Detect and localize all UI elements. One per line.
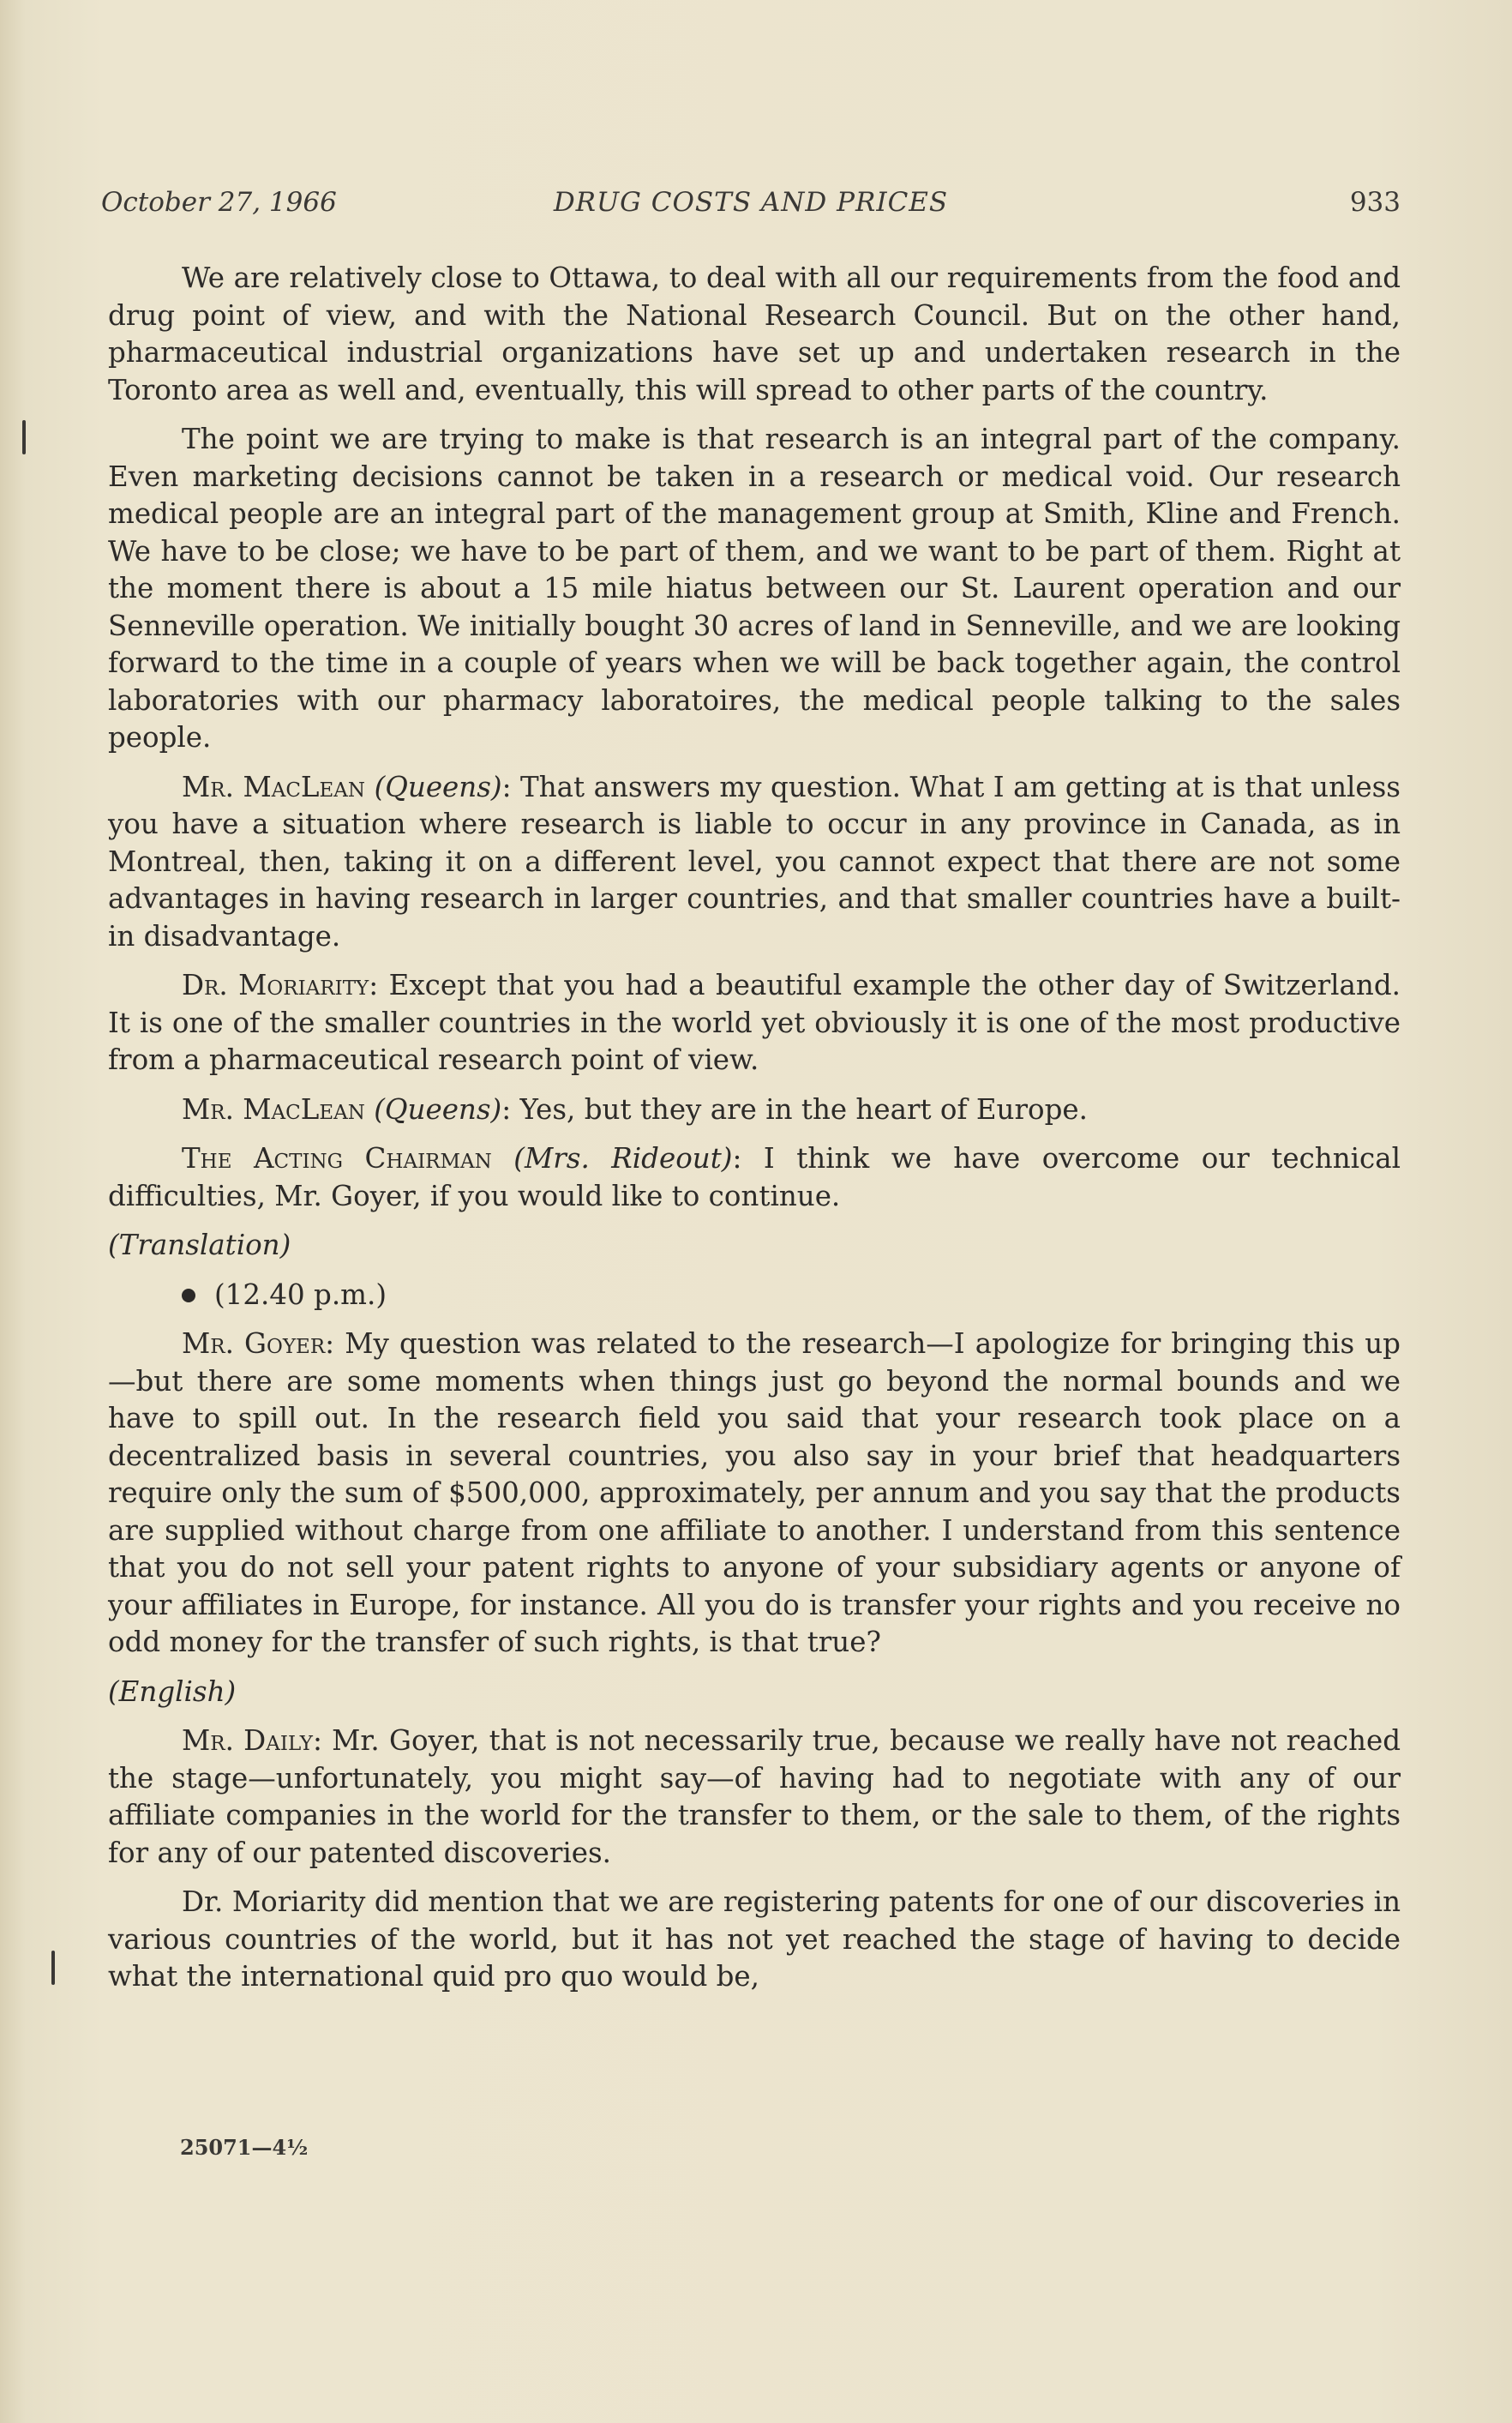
paragraph xyxy=(108,421,1401,757)
speaker-name: Mr. MacLean xyxy=(182,1092,365,1126)
body-text xyxy=(108,260,1401,2008)
paragraph-text: : My question was related to the research—I apologize for bringing this up—but there are some moments when things just go beyond the normal bounds and we have to spill out. In the research field you said that your research took place on a decentralized basis in several countries, you also say in your brief that headquarters require only the sum of $500,000, approximately, per annum and you say that the products are supplied without charge from one affiliate to another. I understand from this sentence that you do not sell your patent rights to anyone of your subsidiary agents or anyone of your affiliates in Europe, for instance. All you do is transfer your rights and you receive no odd money for the transfer of such rights, is that true? xyxy=(108,1327,1401,1658)
paragraph-text: Dr. Moriarity did mention that we are registering patents for one of our discoveries in various countries of the world, but it has not yet reached the stage of having to decide what the international quid pro quo would be, xyxy=(108,1885,1401,1993)
speaker-riding: (Queens) xyxy=(374,1092,502,1126)
page-number: 933 xyxy=(1349,187,1401,218)
paragraph-text: : Yes, but they are in the heart of Europe. xyxy=(501,1092,1088,1126)
paragraph-text: : Mr. Goyer, that is not necessarily true, because we really have not reached the stage—unfortunately, you might say—of having had to negotiate with any of our affiliate companies in the world for the transfer to them, or the sale to them, of the rights for any of our patented discoveries. xyxy=(108,1724,1401,1869)
speaker-name: Mr. Daily xyxy=(182,1724,313,1757)
paragraph-text: The point we are trying to make is that research is an integral part of the company. Even marketing decisions cannot be taken in a research or medical void. Our research medical people are an integral part of the management group at Smith, Kline and French. We have to be close; we have to be part of them, and we want to be part of them. Right at the moment there is about a 15 mile hiatus between our St. Laurent operation and our Senneville operation. We initially bought 30 acres of land in Senneville, and we are looking forward to the time in a couple of years when we will be back together again, the control laboratories with our pharmacy laboratoires, the medical people talking to the sales people. xyxy=(108,423,1401,754)
paragraph-text: : I think we have overcome our technical difficulties, Mr. Goyer, if you would like to continue. xyxy=(108,1142,1401,1212)
speaker-name: Mr. Goyer xyxy=(182,1327,326,1360)
paragraph xyxy=(108,1091,1401,1129)
speaker-name: Dr. Moriarity xyxy=(182,969,369,1001)
paragraph-text: We are relatively close to Ottawa, to deal with all our requirements from the food and drug point of view, and with the National Research Council. But on the other hand, pharmaceutical industrial organizations have set up and undertaken research in the Toronto area as well and, eventually, this will spread to other parts of the country. xyxy=(108,262,1401,406)
english-tag: (English) xyxy=(108,1674,237,1708)
margin-mark xyxy=(51,1951,55,1985)
speaker-name: Mr. MacLean xyxy=(182,770,366,803)
paragraph xyxy=(108,1884,1401,1996)
paragraph xyxy=(108,1140,1401,1215)
time-mark-text: (12.40 p.m.) xyxy=(214,1278,387,1311)
paragraph xyxy=(108,1723,1401,1872)
paragraph xyxy=(108,260,1401,409)
header-title: DRUG COSTS AND PRICES xyxy=(553,187,949,218)
paragraph-text: : Except that you had a beautiful example the other day of Switzerland. It is one of the smaller countries in the world yet obviously it is one of the most productive from a pharmaceutical research point of view. xyxy=(108,969,1401,1076)
footer-code: 25071—4½ xyxy=(180,2135,309,2160)
speaker-riding: (Queens) xyxy=(374,770,502,803)
paragraph xyxy=(108,1326,1401,1662)
speaker-name: The Acting Chairman xyxy=(182,1142,492,1175)
paragraph-text: : That answers my question. What I am getting at is that unless you have a situation where research is liable to occur in any province in Canada, as in Montreal, then, taking it on a different level, you cannot expect that there are not some advantages in having research in larger countries, and that smaller countries have a built-in disadvantage. xyxy=(108,770,1401,953)
translation-tag: (Translation) xyxy=(108,1229,291,1261)
header-date: October 27, 1966 xyxy=(101,187,337,218)
paragraph xyxy=(108,967,1401,1079)
speaker-riding: (Mrs. Rideout) xyxy=(513,1142,733,1175)
time-mark xyxy=(108,1277,1401,1314)
running-header xyxy=(101,187,1401,225)
bullet-icon xyxy=(182,1289,195,1302)
margin-mark xyxy=(22,420,26,454)
paragraph xyxy=(108,769,1401,956)
